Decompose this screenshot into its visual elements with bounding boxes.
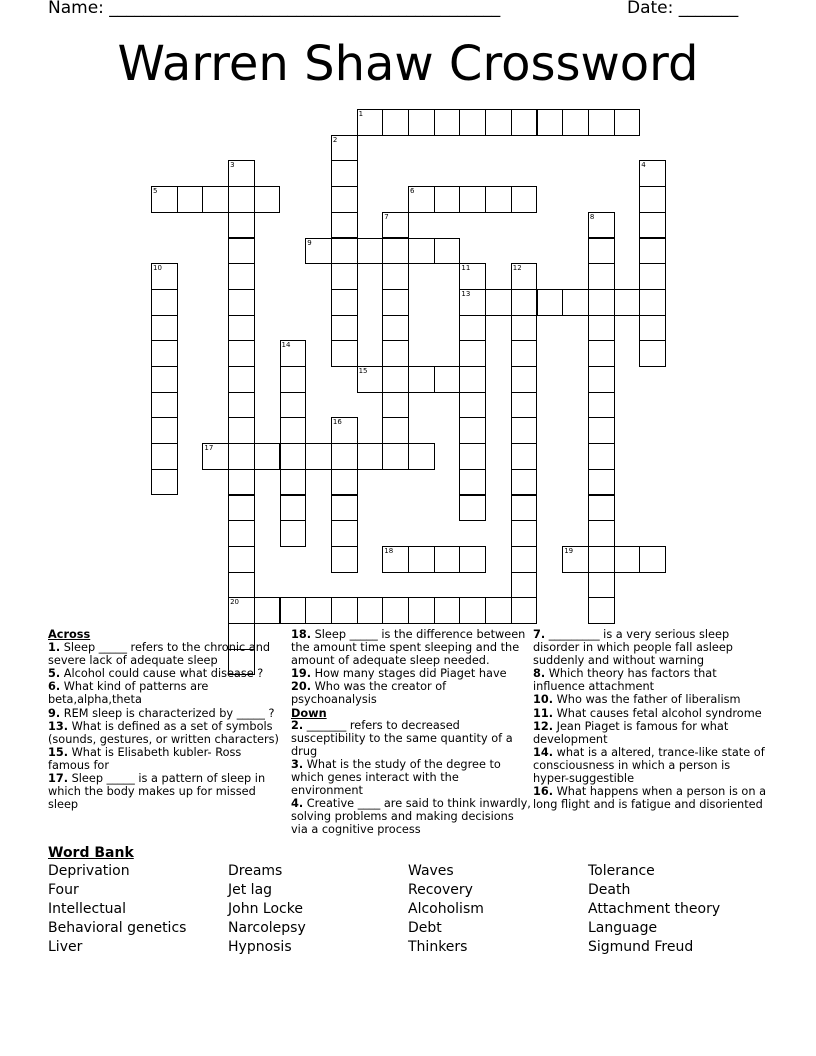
grid-cell: [331, 238, 358, 265]
grid-cell: [511, 520, 538, 547]
grid-cell: [228, 289, 255, 316]
grid-cell: [382, 315, 409, 342]
clue-across-6: 6. What kind of patterns are beta,alpha,theta: [48, 680, 209, 707]
word-bank-item: Intellectual: [48, 901, 127, 917]
grid-cell: [280, 443, 307, 470]
grid-cell: [331, 186, 358, 213]
word-bank-item: Four: [48, 882, 79, 898]
word-bank-item: Narcolepsy: [228, 920, 306, 936]
clue-across-9: 9. REM sleep is characterized by _____ ?: [48, 706, 275, 720]
grid-cell-number: 18: [384, 546, 394, 555]
grid-cell: [459, 263, 486, 290]
grid-cell: [382, 417, 409, 444]
clue-across-20: 20. Who was the creator of psychoanalysis: [291, 680, 447, 707]
grid-cell: [228, 238, 255, 265]
clues-column-3: [533, 629, 769, 812]
grid-cell: [382, 340, 409, 367]
grid-cell: [382, 212, 409, 239]
grid-cell: [228, 417, 255, 444]
word-bank-item: Tolerance: [588, 863, 655, 879]
word-bank-item: Liver: [48, 939, 83, 955]
grid-cell-number: 16: [332, 418, 342, 427]
grid-cell: [151, 186, 178, 213]
grid-cell: [639, 186, 666, 213]
grid-cell: [331, 160, 358, 187]
grid-cell-number: 10: [153, 264, 162, 273]
grid-cell: [280, 392, 307, 419]
clue-across-19: 19. How many stages did Piaget have: [291, 666, 507, 680]
clue-across-18: 18. Sleep _____ is the difference between the amount time spent sleeping and the amount of adequate sleep needed.: [291, 628, 526, 667]
grid-cell: [228, 597, 255, 624]
grid-cell: [588, 340, 615, 367]
word-bank-item: Debt: [408, 920, 442, 936]
grid-cell: [614, 109, 641, 136]
grid-cell-number: 3: [230, 161, 235, 170]
grid-cell: [408, 366, 435, 393]
grid-cell: [434, 597, 461, 624]
grid-cell: [511, 495, 538, 522]
word-bank-item: Thinkers: [408, 939, 468, 955]
grid-cell: [331, 520, 358, 547]
grid-cell: [511, 417, 538, 444]
clue-down-16: 16. What happens when a person is on a long flight and is fatigue and disoriented: [533, 785, 767, 811]
grid-cell: [228, 340, 255, 367]
word-bank-title: Word Bank: [48, 845, 134, 861]
grid-cell-number: 13: [461, 289, 471, 298]
grid-cell: [408, 546, 435, 573]
clue-across-13: 13. What is defined as a set of symbols (sounds, gestures, or written characters): [48, 719, 279, 746]
grid-cell: [511, 366, 538, 393]
grid-cell: [588, 469, 615, 496]
grid-cell: [151, 263, 178, 290]
clue-down-8: 8. Which theory has factors that influence attachment: [533, 666, 717, 693]
grid-cell: [280, 495, 307, 522]
grid-cell: [202, 186, 229, 213]
clue-across-17: 17. Sleep _____ is a pattern of sleep in which the body makes up for missed sleep: [48, 772, 266, 811]
grid-cell-number: 7: [384, 212, 389, 221]
grid-cell: [357, 109, 384, 136]
grid-cell: [331, 443, 358, 470]
grid-cell: [485, 109, 512, 136]
grid-cell: [408, 109, 435, 136]
grid-cell: [459, 340, 486, 367]
grid-cell: [151, 340, 178, 367]
grid-cell: [382, 392, 409, 419]
grid-cell: [357, 366, 384, 393]
grid-cell: [639, 212, 666, 239]
grid-cell: [588, 495, 615, 522]
grid-cell: [151, 392, 178, 419]
grid-cell: [639, 160, 666, 187]
grid-cell: [228, 366, 255, 393]
grid-cell: [459, 417, 486, 444]
grid-cell-number: 14: [281, 341, 291, 350]
grid-cell: [254, 186, 281, 213]
clue-across-15: 15. What is Elisabeth kubler- Ross famous for: [48, 746, 242, 772]
grid-cell: [382, 366, 409, 393]
grid-cell: [357, 443, 384, 470]
grid-cell-number: 5: [153, 187, 158, 196]
grid-cell: [202, 443, 229, 470]
grid-cell: [331, 315, 358, 342]
grid-cell: [382, 289, 409, 316]
grid-cell: [639, 238, 666, 265]
grid-cell: [228, 263, 255, 290]
grid-cell-number: 6: [410, 187, 415, 196]
grid-cell: [151, 417, 178, 444]
grid-cell: [382, 597, 409, 624]
grid-cell: [588, 520, 615, 547]
grid-cell: [280, 469, 307, 496]
word-bank-item: Alcoholism: [408, 901, 484, 917]
grid-cell: [331, 495, 358, 522]
grid-cell: [459, 186, 486, 213]
word-bank-item: Waves: [408, 863, 454, 879]
grid-cell: [228, 520, 255, 547]
grid-cell-number: 12: [512, 264, 522, 273]
grid-cell: [331, 135, 358, 162]
grid-cell: [228, 212, 255, 239]
clue-down-2: 2. _______ refers to decreased susceptibility to the same quantity of a drug: [291, 719, 513, 758]
word-bank-item: Attachment theory: [588, 901, 721, 917]
word-bank-column-4: [588, 862, 720, 957]
word-bank-item: Jet lag: [228, 882, 273, 898]
grid-cell-number: 15: [358, 367, 368, 375]
grid-cell: [305, 597, 332, 624]
grid-cell: [459, 315, 486, 342]
grid-cell: [588, 109, 615, 136]
grid-cell: [485, 289, 512, 316]
grid-cell: [382, 443, 409, 470]
grid-cell: [331, 469, 358, 496]
grid-cell-number: 4: [641, 161, 646, 170]
grid-cell: [408, 597, 435, 624]
clue-down-3: 3. What is the study of the degree to which genes interact with the environment: [291, 758, 501, 797]
grid-cell: [254, 443, 281, 470]
grid-cell: [382, 546, 409, 573]
grid-cell: [434, 546, 461, 573]
grid-cell: [305, 443, 332, 470]
grid-cell: [511, 340, 538, 367]
word-bank-item: Language: [588, 920, 658, 936]
clue-across-1: 1. Sleep _____ refers to the chronic and severe lack of adequate sleep: [48, 640, 271, 667]
grid-cell: [331, 417, 358, 444]
grid-cell: [562, 546, 589, 573]
grid-cell: [511, 392, 538, 419]
grid-cell: [588, 392, 615, 419]
grid-cell: [459, 443, 486, 470]
clues-column-2: [291, 629, 531, 837]
grid-cell: [588, 443, 615, 470]
grid-cell: [639, 263, 666, 290]
grid-cell-number: 1: [358, 110, 364, 118]
grid-cell: [588, 315, 615, 342]
grid-cell: [434, 109, 461, 136]
grid-cell-number: 17: [204, 444, 214, 453]
grid-cell: [228, 186, 255, 213]
grid-cell: [228, 469, 255, 496]
grid-cell: [459, 366, 486, 393]
grid-cell: [588, 289, 615, 316]
grid-cell: [151, 289, 178, 316]
word-bank-item: Sigmund Freud: [588, 939, 694, 955]
grid-cell: [588, 572, 615, 599]
grid-cell-number: 20: [230, 598, 240, 607]
word-bank-item: Deprivation: [48, 863, 130, 879]
clue-down-4: 4. Creative ____ are said to think inwardly, solving problems and making decisions via a cognitive process: [291, 797, 531, 836]
grid-cell: [228, 315, 255, 342]
grid-cell: [382, 109, 409, 136]
grid-cell: [485, 597, 512, 624]
grid-cell: [357, 238, 384, 265]
grid-cell: [408, 443, 435, 470]
grid-cell: [280, 597, 307, 624]
grid-cell: [588, 546, 615, 573]
grid-cell: [408, 186, 435, 213]
grid-cell: [639, 546, 666, 573]
grid-cell: [511, 186, 538, 213]
date-field-label: Date: _______: [627, 0, 739, 18]
grid-cell: [382, 238, 409, 265]
grid-cell: [408, 238, 435, 265]
word-bank-column-2: [228, 862, 306, 957]
grid-cell-number: 11: [461, 264, 471, 273]
grid-cell: [280, 366, 307, 393]
grid-cell: [177, 186, 204, 213]
grid-cell: [485, 186, 512, 213]
word-bank-column-3: [408, 862, 484, 957]
grid-cell: [151, 443, 178, 470]
grid-cell-number: 9: [307, 238, 312, 247]
grid-cell: [588, 417, 615, 444]
grid-cell: [331, 546, 358, 573]
grid-cell: [434, 366, 461, 393]
grid-cell: [305, 238, 332, 265]
clues-column-1: [48, 629, 282, 812]
grid-cell: [151, 469, 178, 496]
grid-cell: [511, 597, 538, 624]
grid-cell: [434, 238, 461, 265]
grid-cell: [459, 546, 486, 573]
grid-cell: [280, 340, 307, 367]
grid-cell: [459, 109, 486, 136]
grid-cell: [331, 289, 358, 316]
grid-cell: [459, 597, 486, 624]
grid-cell: [357, 597, 384, 624]
grid-cell: [151, 315, 178, 342]
clue-down-7: 7. _________ is a very serious sleep disorder in which people fall asleep suddenly and without warning: [533, 628, 733, 667]
grid-cell: [588, 366, 615, 393]
grid-cell: [511, 263, 538, 290]
clue-down-12: 12. Jean Piaget is famous for what development: [533, 719, 729, 746]
word-bank-item: John Locke: [228, 901, 303, 917]
grid-cell: [511, 315, 538, 342]
grid-cell: [511, 443, 538, 470]
grid-cell: [614, 546, 641, 573]
grid-cell: [434, 186, 461, 213]
grid-cell: [228, 443, 255, 470]
clue-down-11: 11. What causes fetal alcohol syndrome: [533, 706, 762, 720]
grid-cell: [639, 315, 666, 342]
grid-cell-number: 8: [589, 212, 595, 221]
word-bank-item: Hypnosis: [228, 939, 292, 955]
grid-cell: [228, 495, 255, 522]
word-bank-item: Behavioral genetics: [48, 920, 187, 936]
grid-cell: [382, 263, 409, 290]
grid-cell: [280, 520, 307, 547]
page-title: Warren Shaw Crossword: [117, 36, 699, 92]
grid-cell: [588, 238, 615, 265]
grid-cell: [331, 340, 358, 367]
grid-cell: [459, 495, 486, 522]
grid-cell: [331, 597, 358, 624]
grid-cell: [228, 392, 255, 419]
grid-cell: [614, 289, 641, 316]
clue-down-10: 10. Who was the father of liberalism: [533, 693, 741, 707]
grid-cell: [459, 289, 486, 316]
grid-cell: [228, 546, 255, 573]
clue-across-5: 5. Alcohol could cause what disease ?: [48, 666, 264, 680]
word-bank-item: Death: [588, 882, 631, 898]
grid-cell-number: 2: [332, 135, 338, 144]
grid-cell: [280, 417, 307, 444]
grid-cell: [228, 160, 255, 187]
grid-cell: [537, 289, 564, 316]
grid-cell: [639, 340, 666, 367]
grid-cell: [537, 109, 564, 136]
grid-cell: [588, 263, 615, 290]
grid-cell: [254, 597, 281, 624]
down-heading: Down: [291, 706, 327, 720]
grid-cell: [562, 109, 589, 136]
grid-cell: [588, 597, 615, 624]
grid-cell: [511, 289, 538, 316]
grid-cell: [331, 263, 358, 290]
grid-cell: [511, 469, 538, 496]
grid-cell: [459, 469, 486, 496]
across-heading: Across: [48, 628, 91, 641]
grid-cell: [511, 572, 538, 599]
clue-down-14: 14. what is a altered, trance-like state of consciousness in which a person is hyper-suggestible: [533, 746, 765, 785]
name-field-label: Name: ______________________________________________: [48, 0, 501, 18]
word-bank-column-1: [48, 862, 186, 957]
grid-cell: [151, 366, 178, 393]
grid-cell: [562, 289, 589, 316]
word-bank-item: Recovery: [408, 882, 473, 898]
grid-cell: [459, 392, 486, 419]
grid-cell-number: 19: [564, 546, 574, 555]
word-bank-item: Dreams: [228, 863, 283, 879]
grid-cell: [588, 212, 615, 239]
grid-cell: [228, 572, 255, 599]
grid-cell: [639, 289, 666, 316]
grid-cell: [511, 109, 538, 136]
grid-cell: [511, 546, 538, 573]
grid-cell: [331, 212, 358, 239]
